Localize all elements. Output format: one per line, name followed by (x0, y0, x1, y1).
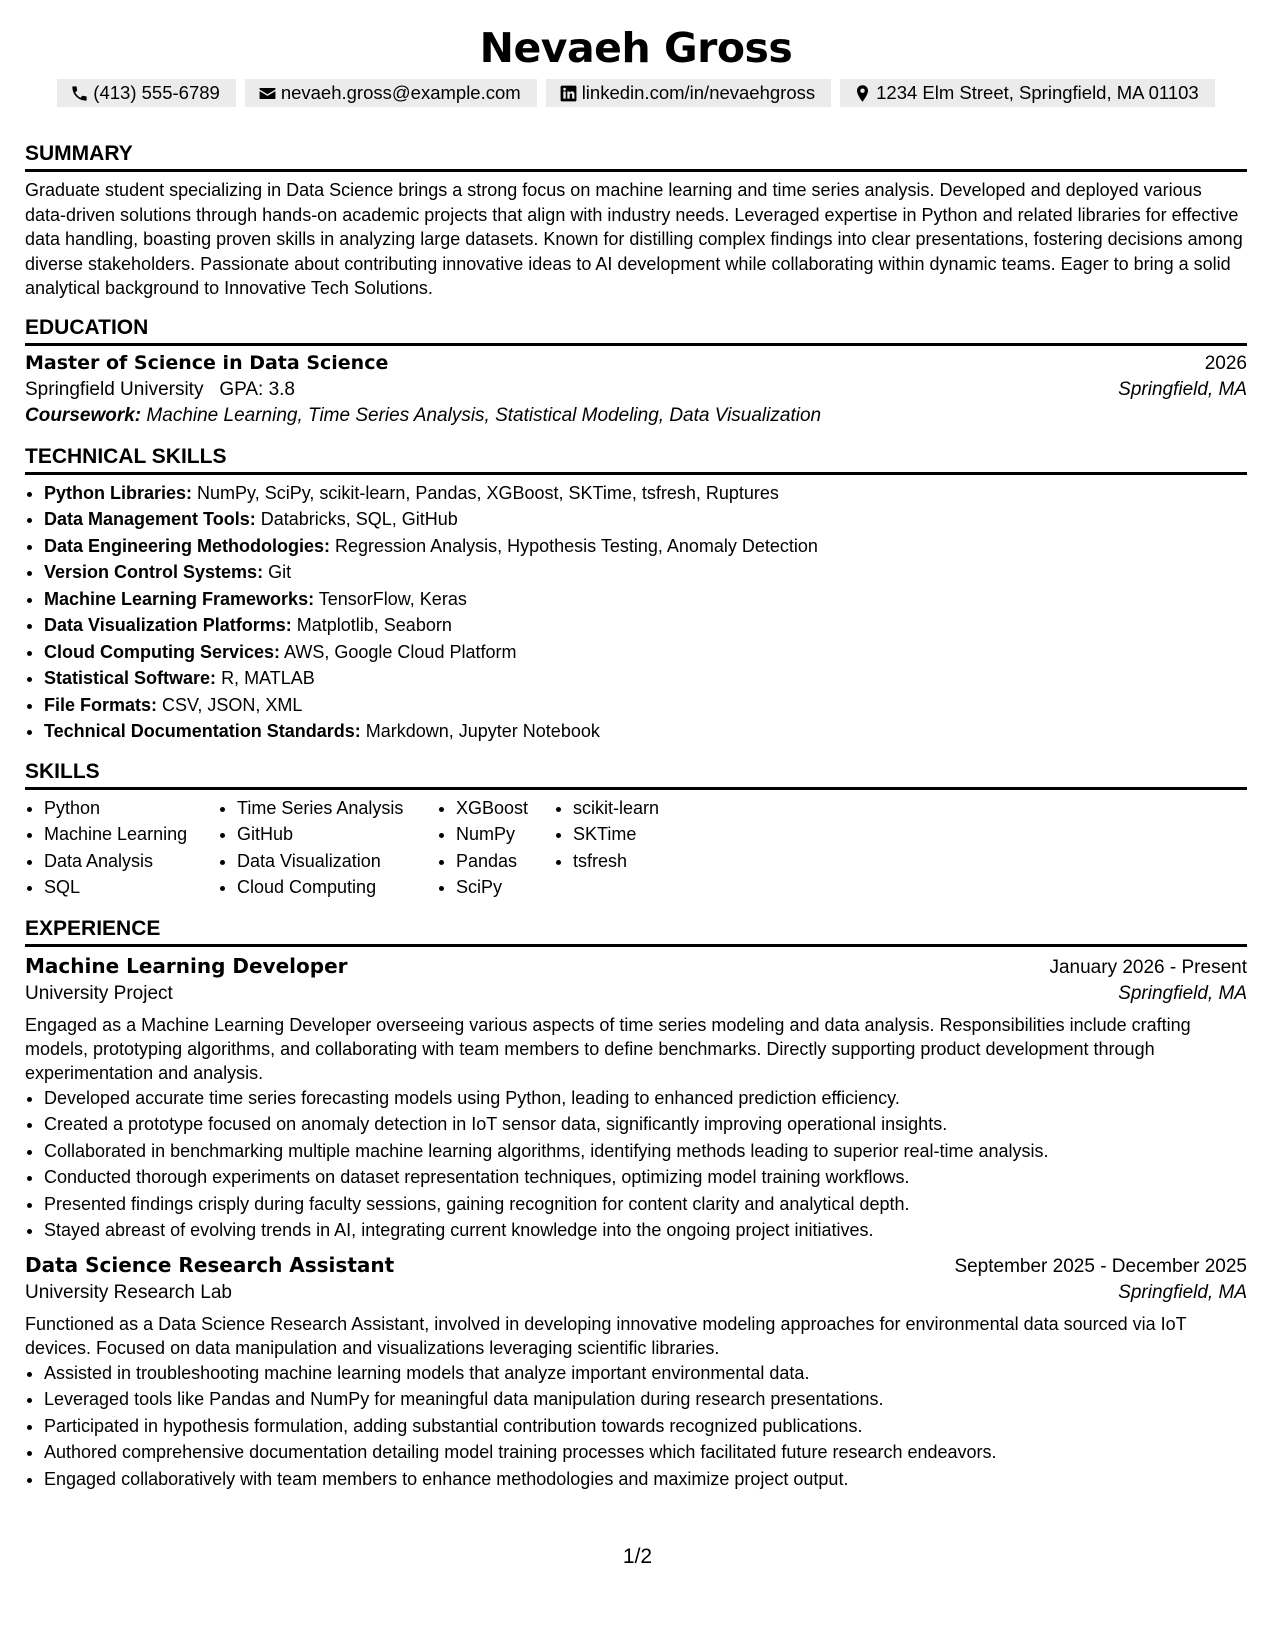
list-item (44, 665, 1247, 692)
job-location: Springfield, MA (1118, 1281, 1247, 1303)
list-item: • scikit-learn (573, 795, 733, 822)
contact-bar (25, 79, 1247, 107)
contact-phone[interactable] (57, 79, 236, 107)
skill-label: Data Visualization Platforms: (44, 615, 292, 635)
skill-value: TensorFlow, Keras (318, 588, 467, 609)
skill-value: Databricks, SQL, GitHub (260, 509, 458, 529)
job-header (25, 1253, 1247, 1278)
section-title: TECHNICAL SKILLS (25, 444, 1247, 475)
school-info (25, 379, 295, 401)
list-item (44, 639, 1247, 666)
address-text: 1234 Elm Street, Springfield, MA 01103 (876, 82, 1199, 103)
skill-label: Data Management Tools: (44, 509, 256, 529)
list-item (44, 533, 1247, 560)
list-item: • Pandas (456, 848, 554, 875)
job-org: University Research Lab (25, 1281, 232, 1303)
technical-skills-list (25, 480, 1247, 745)
contact-linkedin[interactable] (546, 79, 831, 107)
skill-value: AWS, Google Cloud Platform (284, 641, 517, 662)
list-item: • Presented findings crisply during faculty sessions, gaining recognition for content clarity and analytical depth. (44, 1191, 1247, 1218)
skills-column (554, 795, 733, 901)
resume-page (25, 22, 1247, 1492)
email-text: nevaeh.gross@example.com (280, 82, 521, 103)
section-title: EXPERIENCE (25, 916, 1247, 947)
list-item (44, 506, 1247, 533)
summary-section (25, 141, 1247, 301)
list-item (44, 559, 1247, 586)
graduation-year: 2026 (1204, 352, 1247, 374)
skill-value: Markdown, Jupyter Notebook (365, 721, 600, 741)
gpa: GPA: 3.8 (219, 378, 295, 400)
section-title: EDUCATION (25, 315, 1247, 346)
job-org-row (25, 983, 1247, 1005)
experience-section (25, 916, 1247, 1493)
linkedin-text: linkedin.com/in/nevaehgross (581, 82, 816, 103)
list-item: • Authored comprehensive documentation detailing model training processes which facilitated future research endeavors. (44, 1439, 1247, 1466)
skill-label: Statistical Software: (44, 668, 217, 688)
skill-value: Git (268, 562, 292, 582)
technical-skills-section (25, 444, 1247, 745)
list-item: • SciPy (456, 874, 554, 901)
coursework-list: Machine Learning, Time Series Analysis, Statistical Modeling, Data Visualization (146, 404, 822, 426)
job-location: Springfield, MA (1118, 982, 1247, 1004)
job-description: Engaged as a Machine Learning Developer overseeing various aspects of time series modeling and data analysis. Responsibilities include crafting models, prototyping algorithms, and collaborating with team members to define benchmarks. Directly supporting product development through experimentation and analysis. (25, 1014, 1191, 1083)
job-dates: September 2025 - December 2025 (954, 1255, 1247, 1277)
list-item: • Machine Learning (44, 821, 218, 848)
list-item: • Cloud Computing (237, 874, 437, 901)
education-section (25, 315, 1247, 427)
job-bullets (25, 1360, 1247, 1493)
skill-label: Version Control Systems: (44, 562, 264, 582)
skill-label: File Formats: (44, 694, 158, 715)
list-item: • Engaged collaboratively with team members to enhance methodologies and maximize project output. (44, 1466, 1247, 1493)
list-item: • Conducted thorough experiments on dataset representation techniques, optimizing model training workflows. (44, 1164, 1247, 1191)
list-item: • Stayed abreast of evolving trends in AI, integrating current knowledge into the ongoing project initiatives. (44, 1217, 1247, 1244)
list-item: • XGBoost (456, 795, 554, 822)
list-item: • Data Analysis (44, 848, 218, 875)
job-dates: January 2026 - Present (1049, 956, 1247, 978)
section-title: SUMMARY (25, 141, 1247, 172)
skill-label: Machine Learning Frameworks: (44, 588, 315, 609)
list-item (44, 612, 1247, 639)
list-item: • Participated in hypothesis formulation, adding substantial contribution towards recognized publications. (44, 1413, 1247, 1440)
school-location: Springfield, MA (1118, 378, 1247, 400)
list-item: • Created a prototype focused on anomaly detection in IoT sensor data, significantly improving operational insights. (44, 1111, 1247, 1138)
coursework (25, 405, 1247, 427)
skill-value: R, MATLAB (221, 668, 315, 688)
job-title: Data Science Research Assistant (25, 1252, 395, 1277)
job-bullets (25, 1085, 1247, 1244)
skill-value: NumPy, SciPy, scikit-learn, Pandas, XGBoost, SKTime, tsfresh, Ruptures (197, 482, 779, 503)
section-title: SKILLS (25, 759, 1247, 790)
list-item: • SKTime (573, 821, 733, 848)
skill-label: Python Libraries: (44, 482, 193, 503)
job-header (25, 954, 1247, 979)
candidate-name: Nevaeh Gross (479, 24, 793, 72)
job-entry (25, 954, 1247, 1244)
skills-column (218, 795, 437, 901)
contact-address[interactable] (840, 79, 1215, 107)
list-item: • Assisted in troubleshooting machine learning models that analyze important environmental data. (44, 1360, 1247, 1387)
phone-icon (70, 84, 89, 103)
envelope-icon (258, 84, 277, 103)
job-title: Machine Learning Developer (25, 953, 348, 978)
summary-text: Graduate student specializing in Data Science brings a strong focus on machine learning and time series analysis. Developed and deployed various data-driven solutions through hands-on academic projects that align with industry needs. Leveraged expertise in Python and related libraries for effective data handling, boasting proven skills in analyzing large datasets. Known for distilling complex findings into clear presentations, fostering decisions among diverse stakeholders. Passionate about contributing innovative ideas to AI development while collaborating within dynamic teams. Eager to bring a solid analytical background to Innovative Tech Solutions. (25, 180, 1243, 298)
list-item (44, 480, 1247, 507)
list-item: • Collaborated in benchmarking multiple machine learning algorithms, identifying methods leading to superior real-time analysis. (44, 1138, 1247, 1165)
skills-column (437, 795, 554, 901)
list-item: • Python (44, 795, 218, 822)
skill-value: CSV, JSON, XML (162, 694, 303, 715)
list-item: • SQL (44, 874, 218, 901)
list-item: • Leveraged tools like Pandas and NumPy for meaningful data manipulation during research presentations. (44, 1386, 1247, 1413)
skill-label: Cloud Computing Services: (44, 641, 281, 662)
linkedin-icon (559, 84, 578, 103)
skill-label: Technical Documentation Standards: (44, 721, 361, 741)
list-item: • Developed accurate time series forecasting models using Python, leading to enhanced prediction efficiency. (44, 1085, 1247, 1112)
contact-email[interactable] (245, 79, 537, 107)
skill-value: Matplotlib, Seaborn (296, 615, 452, 635)
list-item: • Time Series Analysis (237, 795, 437, 822)
map-pin-icon (853, 84, 872, 103)
list-item: • NumPy (456, 821, 554, 848)
job-entry (25, 1253, 1247, 1493)
phone-text: (413) 555-6789 (93, 82, 220, 103)
list-item (44, 586, 1247, 613)
education-row (25, 352, 1247, 375)
list-item: • Data Visualization (237, 848, 437, 875)
skills-column (25, 795, 218, 901)
list-item (44, 718, 1247, 745)
list-item: • GitHub (237, 821, 437, 848)
list-item (44, 692, 1247, 719)
page-number: 1/2 (622, 1545, 653, 1568)
skills-grid (25, 795, 1247, 901)
job-org: University Project (25, 982, 173, 1004)
skill-value: Regression Analysis, Hypothesis Testing, Anomaly Detection (335, 535, 818, 556)
coursework-label: Coursework: (25, 404, 142, 426)
list-item: • tsfresh (573, 848, 733, 875)
education-school-row (25, 379, 1247, 401)
job-org-row (25, 1282, 1247, 1304)
school-name: Springfield University (25, 378, 204, 400)
skills-section (25, 759, 1247, 901)
skill-label: Data Engineering Methodologies: (44, 535, 331, 556)
degree: Master of Science in Data Science (25, 351, 389, 374)
job-description: Functioned as a Data Science Research Assistant, involved in developing innovative modeling approaches for environmental data sourced via IoT devices. Focused on data manipulation and visualizations leveraging scientific libraries. (25, 1313, 1187, 1358)
